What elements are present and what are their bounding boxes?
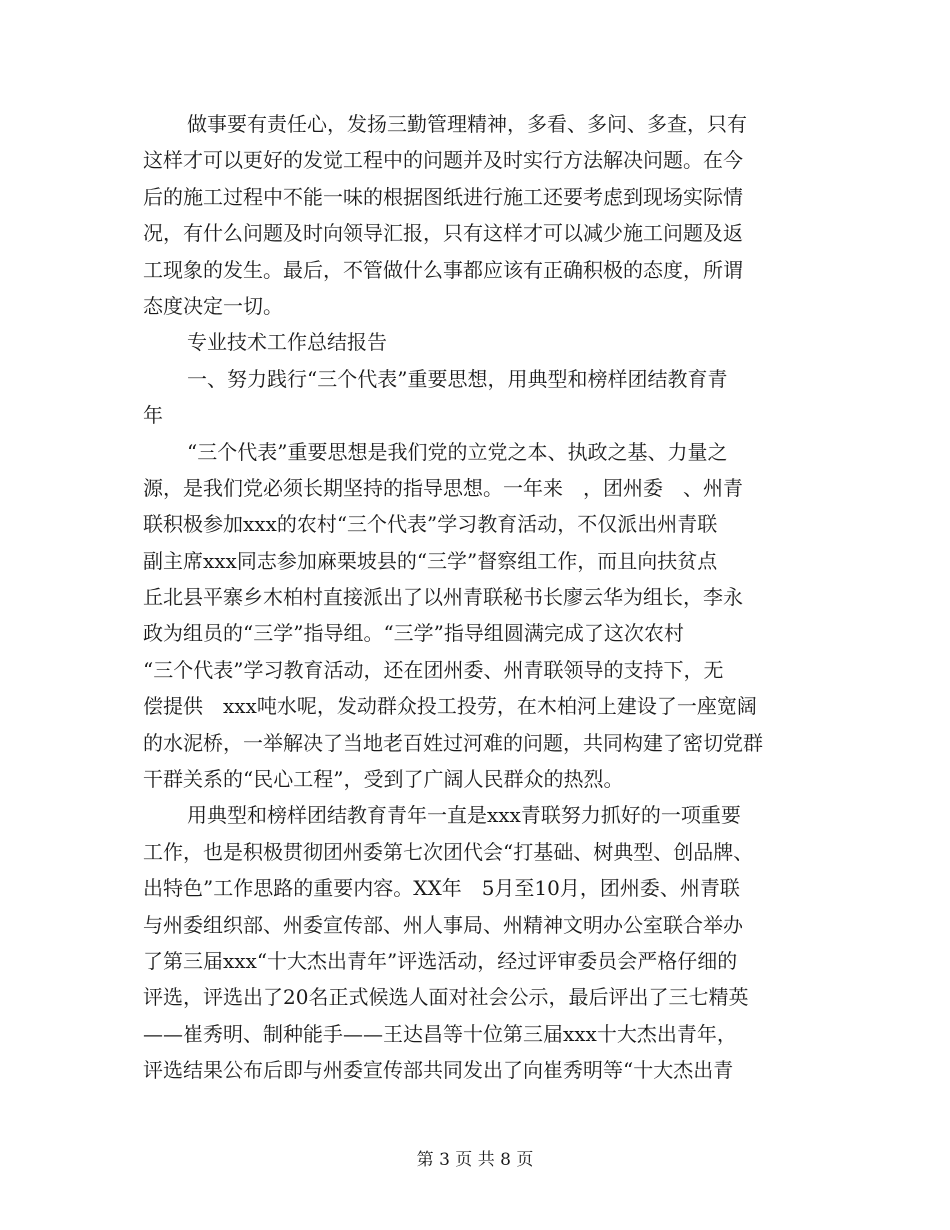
section-heading: 一、努力践行“三个代表”重要思想，用典型和榜样团结教育青 bbox=[187, 366, 728, 391]
paragraph-line: 评选，评选出了20名正式候选人面对社会公示，最后评出了三七精英 bbox=[143, 985, 749, 1010]
paragraph-line: 出特色”工作思路的重要内容。XX年 5月至10月，团州委、州青联 bbox=[143, 876, 740, 901]
paragraph-line: 干群关系的“民心工程”，受到了广阔人民群众的热烈。 bbox=[143, 767, 624, 792]
paragraph-line: 的水泥桥，一举解决了当地老百姓过河难的问题，共同构建了密切党群 bbox=[143, 730, 763, 755]
paragraph-line: 了第三届xxx“十大杰出青年”评选活动，经过评审委员会严格仔细的 bbox=[143, 948, 738, 973]
paragraph-line: 后的施工过程中不能一味的根据图纸进行施工还要考虑到现场实际情 bbox=[143, 184, 743, 209]
document-body bbox=[143, 106, 813, 1089]
section-heading: 年 bbox=[143, 403, 163, 428]
paragraph-line: 这样才可以更好的发觉工程中的问题并及时实行方法解决问题。在今 bbox=[143, 148, 743, 173]
paragraph-line: “三个代表”重要思想是我们党的立党之本、执政之基、力量之 bbox=[187, 439, 728, 464]
paragraph-line: 工现象的发生。最后，不管做什么事都应该有正确积极的态度，所谓 bbox=[143, 257, 743, 282]
page-number: 第 3 页 共 8 页 bbox=[416, 1150, 534, 1170]
paragraph-line: 源，是我们党必须长期坚持的指导思想。一年来 ，团州委 、州青 bbox=[143, 475, 743, 500]
paragraph-line: ——崔秀明、制种能手——王达昌等十位第三届xxx十大杰出青年， bbox=[143, 1021, 737, 1046]
paragraph-line: 用典型和榜样团结教育青年一直是xxx青联努力抓好的一项重要 bbox=[187, 803, 741, 828]
paragraph-line: 政为组员的“三学”指导组。“三学”指导组圆满完成了这次农村 bbox=[143, 621, 684, 646]
paragraph-line: 副主席xxx同志参加麻栗坡县的“三学”督察组工作，而且向扶贫点 bbox=[143, 548, 718, 573]
paragraph-line: 与州委组织部、州委宣传部、州人事局、州精神文明办公室联合举办 bbox=[143, 912, 743, 937]
paragraph-line: 评选结果公布后即与州委宣传部共同发出了向崔秀明等“十大杰出青 bbox=[143, 1058, 734, 1083]
paragraph-line: 联积极参加xxx的农村“三个代表”学习教育活动，不仅派出州青联 bbox=[143, 512, 718, 537]
paragraph-line: “三个代表”学习教育活动，还在团州委、州青联领导的支持下，无 bbox=[143, 657, 724, 682]
paragraph-line: 做事要有责任心，发扬三勤管理精神，多看、多问、多查，只有 bbox=[187, 112, 747, 136]
paragraph-line: 偿提供 xxx吨水呢，发动群众投工投劳，在木柏河上建设了一座宽阔 bbox=[143, 694, 757, 719]
paragraph-line: 态度决定一切。 bbox=[143, 293, 283, 318]
page-footer bbox=[0, 1148, 950, 1172]
section-title: 专业技术工作总结报告 bbox=[187, 330, 387, 355]
paragraph-line: 工作，也是积极贯彻团州委第七次团代会“打基础、树典型、创品牌、 bbox=[143, 839, 754, 864]
paragraph-line: 丘北县平寨乡木柏村直接派出了以州青联秘书长廖云华为组长，李永 bbox=[143, 585, 743, 610]
paragraph-line: 况，有什么问题及时向领导汇报，只有这样才可以减少施工问题及返 bbox=[143, 221, 743, 246]
